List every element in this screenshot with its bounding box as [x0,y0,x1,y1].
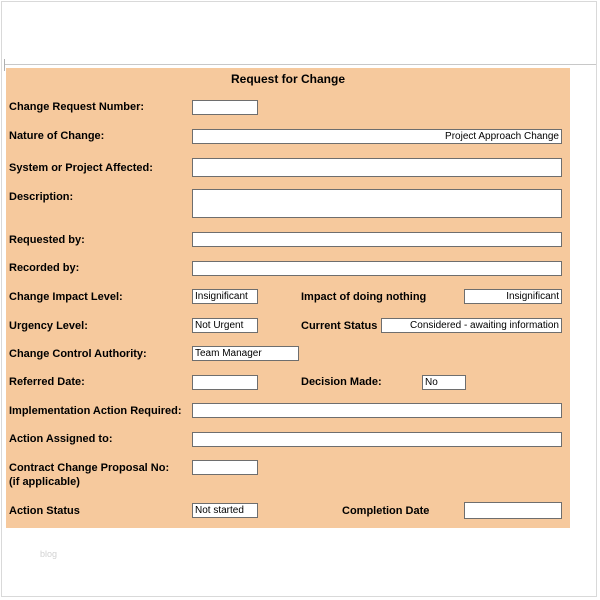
top-divider [4,64,596,65]
change-control-authority-label: Change Control Authority: [9,348,147,360]
impact-of-nothing-field[interactable]: Insignificant [464,289,562,304]
requested-by-field[interactable] [192,232,562,247]
nature-of-change-field[interactable]: Project Approach Change [192,129,562,144]
impact-of-nothing-label: Impact of doing nothing [301,291,427,303]
form-title: Request for Change [230,72,345,86]
urgency-level-label: Urgency Level: [9,320,88,332]
description-field[interactable] [192,189,562,218]
recorded-by-label: Recorded by: [9,262,80,274]
contract-change-label: Contract Change Proposal No: [9,462,170,474]
change-impact-level-label: Change Impact Level: [9,291,123,303]
decision-made-label: Decision Made: [301,376,382,388]
action-assigned-label: Action Assigned to: [9,433,113,445]
current-status-label: Current Status [301,320,378,332]
change-request-number-field[interactable] [192,100,258,115]
requested-by-label: Requested by: [9,234,85,246]
action-assigned-field[interactable] [192,432,562,447]
system-affected-label: System or Project Affected: [9,162,153,174]
contract-change-label-note: (if applicable) [9,476,80,488]
change-impact-level-field[interactable]: Insignificant [192,289,258,304]
recorded-by-field[interactable] [192,261,562,276]
action-status-label: Action Status [9,505,80,517]
referred-date-field[interactable] [192,375,258,390]
change-control-authority-field[interactable]: Team Manager [192,346,299,361]
current-status-field[interactable]: Considered - awaiting information [381,318,562,333]
completion-date-label: Completion Date [342,505,430,517]
system-affected-field[interactable] [192,158,562,177]
watermark-text: blog [40,549,58,559]
contract-change-field[interactable] [192,460,258,475]
nature-of-change-label: Nature of Change: [9,130,105,142]
left-tick-mark [4,59,5,71]
completion-date-field[interactable] [464,502,562,519]
referred-date-label: Referred Date: [9,376,85,388]
description-label: Description: [9,191,74,203]
urgency-level-field[interactable]: Not Urgent [192,318,258,333]
implementation-action-field[interactable] [192,403,562,418]
action-status-field[interactable]: Not started [192,503,258,518]
implementation-action-label: Implementation Action Required: [9,405,182,417]
change-request-number-label: Change Request Number: [9,101,145,113]
decision-made-field[interactable]: No [422,375,466,390]
